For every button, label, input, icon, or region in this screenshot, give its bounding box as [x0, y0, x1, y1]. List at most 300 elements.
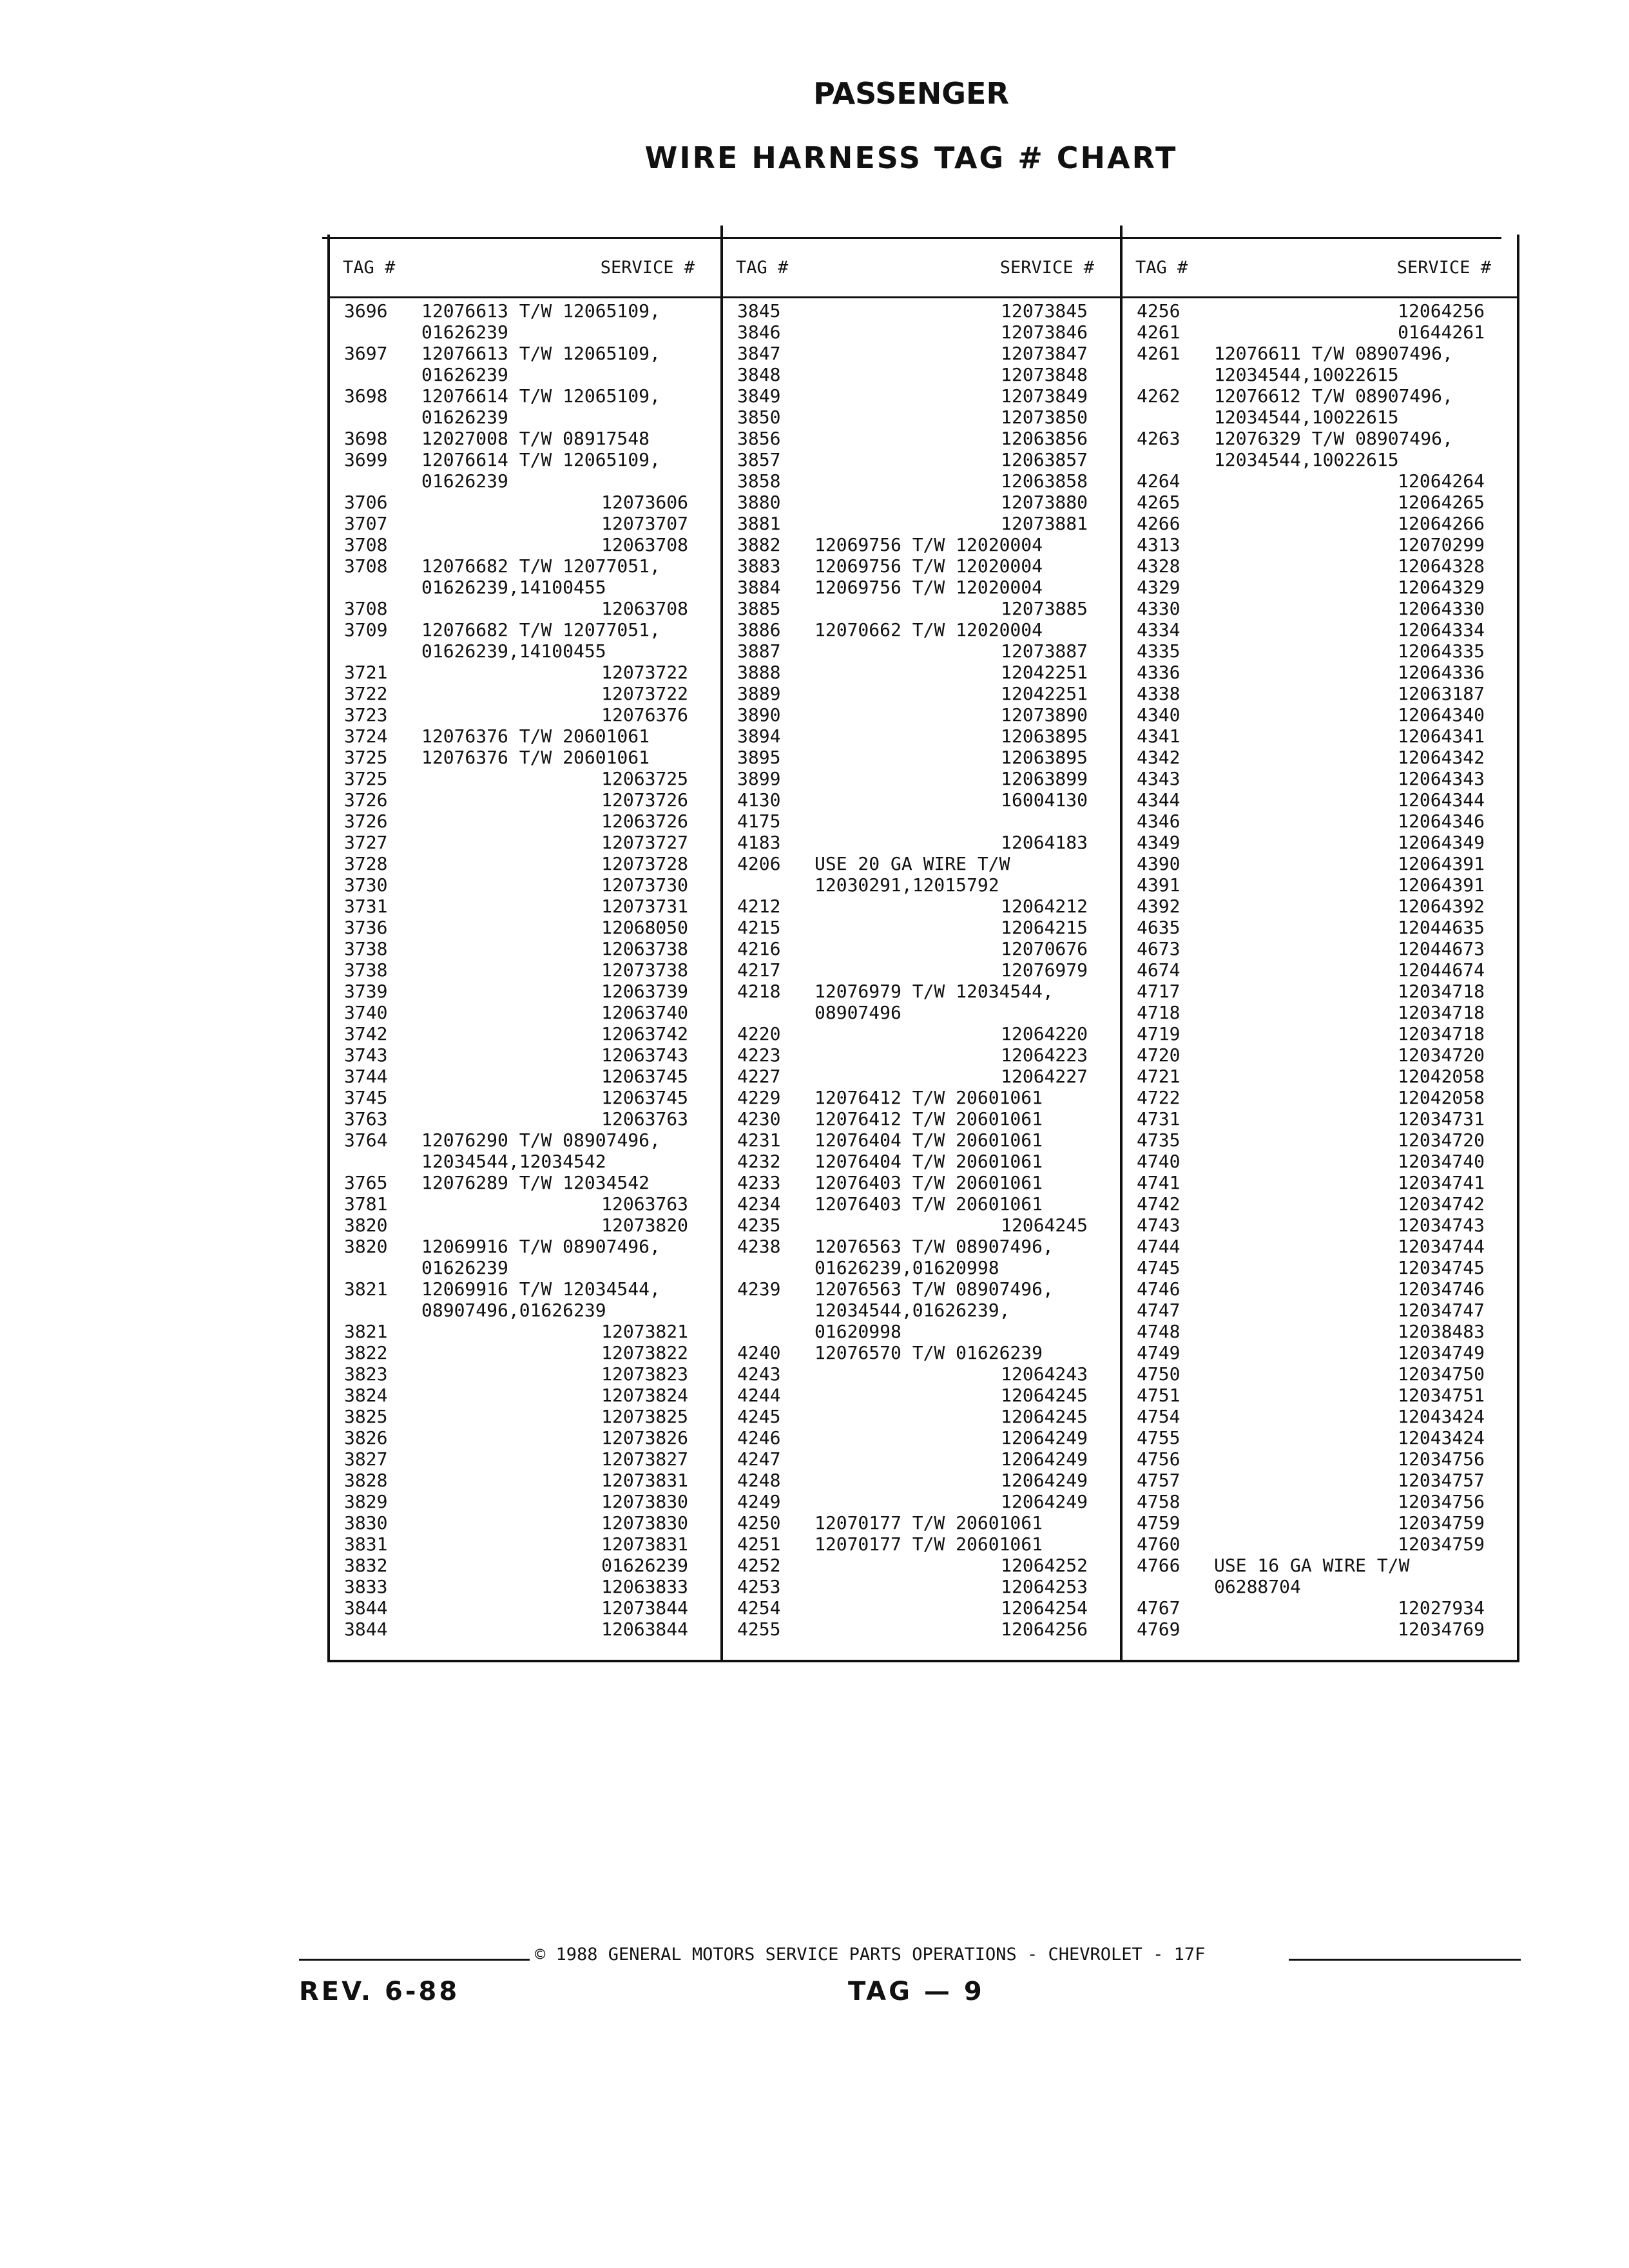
service-number: 12063763 — [601, 1108, 688, 1129]
service-number: 12044635 — [1398, 917, 1485, 938]
table-row — [330, 640, 720, 662]
tag-number: 3781 — [344, 1193, 388, 1215]
service-number: 12064392 — [1398, 896, 1485, 917]
table-row — [723, 789, 1120, 811]
table-row — [330, 832, 720, 853]
service-description: 12069756 T/W 12020004 — [815, 577, 1043, 598]
service-number: 12073890 — [1001, 704, 1088, 726]
service-number: 12034720 — [1398, 1129, 1485, 1151]
tag-number: 4674 — [1137, 959, 1181, 981]
service-number: 12073830 — [601, 1512, 688, 1533]
table-row — [1123, 343, 1517, 364]
service-number: 12042251 — [1001, 683, 1088, 704]
service-number: 12073722 — [601, 662, 688, 683]
tag-number: 3738 — [344, 938, 388, 959]
tag-number: 4741 — [1137, 1172, 1181, 1193]
table-row — [330, 407, 720, 428]
table-row — [723, 1576, 1120, 1597]
tag-number: 3886 — [737, 619, 781, 640]
tag-number: 4756 — [1137, 1448, 1181, 1470]
table-row — [723, 1257, 1120, 1278]
service-number: 12070299 — [1398, 534, 1485, 555]
service-number: 12073738 — [601, 959, 688, 981]
service-number: 12073846 — [1001, 322, 1088, 343]
service-description: 12076403 T/W 20601061 — [815, 1172, 1043, 1193]
tag-number: 4749 — [1137, 1342, 1181, 1363]
table-row — [330, 1619, 720, 1640]
revision-label: REV. 6-88 — [299, 1977, 460, 2006]
table-row — [723, 1555, 1120, 1576]
table-row — [1123, 1236, 1517, 1257]
tag-number: 3858 — [737, 470, 781, 492]
table-row — [330, 1321, 720, 1342]
table-column-3 — [1123, 235, 1517, 1660]
service-description: USE 20 GA WIRE T/W — [815, 853, 1010, 874]
tag-number: 4252 — [737, 1555, 781, 1576]
table-row — [330, 726, 720, 747]
service-number: 12064340 — [1398, 704, 1485, 726]
tag-number: 3763 — [344, 1108, 388, 1129]
tag-number: 3696 — [344, 300, 388, 322]
service-description: 12076614 T/W 12065109, — [421, 385, 660, 407]
tag-number: 3848 — [737, 364, 781, 385]
tag-number: 3825 — [344, 1406, 388, 1427]
service-header: SERVICE # — [1396, 258, 1491, 278]
table-row — [723, 1300, 1120, 1321]
tag-number: 4218 — [737, 981, 781, 1002]
tag-number: 4240 — [737, 1342, 781, 1363]
tag-number: 4231 — [737, 1129, 781, 1151]
table-row — [723, 470, 1120, 492]
service-description: 12076403 T/W 20601061 — [815, 1193, 1043, 1215]
table-row — [1123, 1129, 1517, 1151]
table-row — [1123, 1448, 1517, 1470]
table-row — [723, 1215, 1120, 1236]
table-row — [330, 1300, 720, 1321]
service-number: 12063856 — [1001, 428, 1088, 449]
service-number: 12063857 — [1001, 449, 1088, 470]
table-row — [1123, 1278, 1517, 1300]
service-number: 12063726 — [601, 811, 688, 832]
table-row — [1123, 1406, 1517, 1427]
service-number: 01626239 — [601, 1555, 688, 1576]
tag-number: 4744 — [1137, 1236, 1181, 1257]
service-number: 12073845 — [1001, 300, 1088, 322]
service-number: 12076376 — [601, 704, 688, 726]
rows — [1123, 300, 1517, 1640]
service-number: 12073831 — [601, 1470, 688, 1491]
service-description: 12076404 T/W 20601061 — [815, 1129, 1043, 1151]
table-row — [1123, 1002, 1517, 1023]
tag-number: 4264 — [1137, 470, 1181, 492]
service-number: 12073885 — [1001, 598, 1088, 619]
tag-number: 3725 — [344, 768, 388, 789]
tag-number: 4740 — [1137, 1151, 1181, 1172]
tag-number: 4243 — [737, 1363, 781, 1385]
table-row — [723, 555, 1120, 577]
tag-number: 4235 — [737, 1215, 781, 1236]
table-row — [1123, 555, 1517, 577]
service-number: 12063708 — [601, 534, 688, 555]
service-number: 12064227 — [1001, 1066, 1088, 1087]
table-row — [330, 1002, 720, 1023]
service-number: 12034731 — [1398, 1108, 1485, 1129]
table-row — [723, 1491, 1120, 1512]
service-number: 12068050 — [601, 917, 688, 938]
tag-number: 3708 — [344, 534, 388, 555]
service-number: 12064245 — [1001, 1215, 1088, 1236]
table-row — [723, 1066, 1120, 1087]
tag-number: 3832 — [344, 1555, 388, 1576]
service-description: 12076682 T/W 12077051, — [421, 619, 660, 640]
tag-number: 4250 — [737, 1512, 781, 1533]
table-row — [330, 1533, 720, 1555]
tag-number: 4755 — [1137, 1427, 1181, 1448]
footer-rule-right — [1289, 1959, 1521, 1961]
table-row — [723, 1406, 1120, 1427]
tag-header: TAG # — [736, 258, 789, 278]
service-description: 12069756 T/W 12020004 — [815, 555, 1043, 577]
tag-number: 4263 — [1137, 428, 1181, 449]
tag-number: 3745 — [344, 1087, 388, 1108]
column-header — [723, 258, 1120, 290]
tag-number: 3883 — [737, 555, 781, 577]
tag-number: 3820 — [344, 1215, 388, 1236]
service-description: 12076612 T/W 08907496, — [1214, 385, 1453, 407]
service-number: 12034769 — [1398, 1619, 1485, 1640]
table-row — [723, 1044, 1120, 1066]
tag-number: 3744 — [344, 1066, 388, 1087]
tag-number: 4721 — [1137, 1066, 1181, 1087]
table-row — [1123, 938, 1517, 959]
service-number: 12064329 — [1398, 577, 1485, 598]
page-title: PASSENGER — [813, 76, 1009, 111]
tag-number: 3730 — [344, 874, 388, 896]
tag-number: 4722 — [1137, 1087, 1181, 1108]
service-number: 12073824 — [601, 1385, 688, 1406]
service-number: 12034749 — [1398, 1342, 1485, 1363]
tag-number: 4239 — [737, 1278, 781, 1300]
table-row — [1123, 1533, 1517, 1555]
service-number: 12034743 — [1398, 1215, 1485, 1236]
table-row — [330, 959, 720, 981]
tag-number: 4130 — [737, 789, 781, 811]
service-description: 12070177 T/W 20601061 — [815, 1512, 1043, 1533]
service-number: 12073728 — [601, 853, 688, 874]
tag-number: 3828 — [344, 1470, 388, 1491]
service-description: 12076290 T/W 08907496, — [421, 1129, 660, 1151]
service-description: 01626239 — [421, 364, 508, 385]
service-description: 12076404 T/W 20601061 — [815, 1151, 1043, 1172]
table-row — [1123, 704, 1517, 726]
table-row — [723, 534, 1120, 555]
tag-number: 3726 — [344, 811, 388, 832]
service-number: 12034718 — [1398, 1023, 1485, 1044]
service-description: 12076289 T/W 12034542 — [421, 1172, 650, 1193]
table-row — [723, 1172, 1120, 1193]
table-row — [1123, 832, 1517, 853]
tag-number: 3706 — [344, 492, 388, 513]
service-number: 12064183 — [1001, 832, 1088, 853]
table-row — [1123, 513, 1517, 534]
service-number: 12064336 — [1398, 662, 1485, 683]
tag-number: 4751 — [1137, 1385, 1181, 1406]
tag-number: 3739 — [344, 981, 388, 1002]
service-number: 12034741 — [1398, 1172, 1485, 1193]
tag-number: 3724 — [344, 726, 388, 747]
service-number: 12064215 — [1001, 917, 1088, 938]
tag-number: 4261 — [1137, 322, 1181, 343]
table-row — [1123, 428, 1517, 449]
table-row — [1123, 981, 1517, 1002]
tag-number: 3726 — [344, 789, 388, 811]
service-number: 12073830 — [601, 1491, 688, 1512]
tag-number: 4232 — [737, 1151, 781, 1172]
tag-number: 4720 — [1137, 1044, 1181, 1066]
service-description: 12076613 T/W 12065109, — [421, 300, 660, 322]
tag-number: 3845 — [737, 300, 781, 322]
tag-number: 4212 — [737, 896, 781, 917]
tag-number: 3721 — [344, 662, 388, 683]
service-description: 12070662 T/W 12020004 — [815, 619, 1043, 640]
service-number: 12063895 — [1001, 726, 1088, 747]
table-row — [723, 364, 1120, 385]
table-row — [723, 1512, 1120, 1533]
service-number: 12034757 — [1398, 1470, 1485, 1491]
tag-number: 3731 — [344, 896, 388, 917]
tag-number: 4673 — [1137, 938, 1181, 959]
table-column-1 — [330, 235, 720, 1660]
service-number: 12073848 — [1001, 364, 1088, 385]
table-row — [723, 1427, 1120, 1448]
tag-number: 3850 — [737, 407, 781, 428]
tag-number: 4233 — [737, 1172, 781, 1193]
rows — [330, 300, 720, 1640]
service-description: 12076412 T/W 20601061 — [815, 1087, 1043, 1108]
table-row — [723, 1533, 1120, 1555]
table-row — [1123, 1470, 1517, 1491]
table-row — [330, 1363, 720, 1385]
table-row — [330, 322, 720, 343]
table-row — [723, 768, 1120, 789]
table-row — [1123, 1193, 1517, 1215]
service-number: 12063745 — [601, 1087, 688, 1108]
service-description: 12076563 T/W 08907496, — [815, 1278, 1054, 1300]
table-row — [1123, 1427, 1517, 1448]
service-number: 12042251 — [1001, 662, 1088, 683]
page-number: TAG — 9 — [848, 1977, 985, 2006]
service-header: SERVICE # — [600, 258, 695, 278]
service-number: 12064330 — [1398, 598, 1485, 619]
table-row — [1123, 1066, 1517, 1087]
tag-number: 3738 — [344, 959, 388, 981]
service-description: 01626239 — [421, 1257, 508, 1278]
tag-number: 4747 — [1137, 1300, 1181, 1321]
table-row — [330, 534, 720, 555]
service-number: 12064391 — [1398, 874, 1485, 896]
tag-number: 3826 — [344, 1427, 388, 1448]
table-row — [330, 1257, 720, 1278]
table-row — [723, 938, 1120, 959]
tag-number: 4746 — [1137, 1278, 1181, 1300]
tag-number: 4206 — [737, 853, 781, 874]
service-description: 12076412 T/W 20601061 — [815, 1108, 1043, 1129]
service-number: 12063742 — [601, 1023, 688, 1044]
service-number: 12044674 — [1398, 959, 1485, 981]
tag-number: 3880 — [737, 492, 781, 513]
service-number: 12064249 — [1001, 1491, 1088, 1512]
tag-number: 3831 — [344, 1533, 388, 1555]
table-row — [330, 1470, 720, 1491]
service-number: 12063833 — [601, 1576, 688, 1597]
service-number: 12063187 — [1398, 683, 1485, 704]
table-row — [1123, 1108, 1517, 1129]
service-number: 12064252 — [1001, 1555, 1088, 1576]
table-row — [723, 832, 1120, 853]
service-number: 12034759 — [1398, 1512, 1485, 1533]
service-description: 12030291,12015792 — [815, 874, 999, 896]
tag-number: 4759 — [1137, 1512, 1181, 1533]
table-row — [330, 1555, 720, 1576]
tag-number: 4254 — [737, 1597, 781, 1619]
service-description: 12076682 T/W 12077051, — [421, 555, 660, 577]
service-number: 12064341 — [1398, 726, 1485, 747]
tag-number: 4745 — [1137, 1257, 1181, 1278]
service-number: 12073831 — [601, 1533, 688, 1555]
table-row — [1123, 747, 1517, 768]
table-row — [1123, 577, 1517, 598]
tag-number: 3698 — [344, 385, 388, 407]
service-number: 12064245 — [1001, 1406, 1088, 1427]
tag-number: 3895 — [737, 747, 781, 768]
tag-number: 4750 — [1137, 1363, 1181, 1385]
table-row — [723, 811, 1120, 832]
service-number: 12034740 — [1398, 1151, 1485, 1172]
table-row — [1123, 449, 1517, 470]
table-row — [1123, 1342, 1517, 1363]
table-row — [723, 896, 1120, 917]
tag-number: 4391 — [1137, 874, 1181, 896]
table-row — [1123, 1023, 1517, 1044]
service-description: 01626239 — [421, 470, 508, 492]
tag-number: 3849 — [737, 385, 781, 407]
tag-number: 3697 — [344, 343, 388, 364]
table-row — [330, 1087, 720, 1108]
tag-number: 4338 — [1137, 683, 1181, 704]
tag-number: 3889 — [737, 683, 781, 704]
table-row — [330, 1108, 720, 1129]
tag-number: 3708 — [344, 555, 388, 577]
service-number: 12034746 — [1398, 1278, 1485, 1300]
service-number: 12063895 — [1001, 747, 1088, 768]
table-row — [1123, 1151, 1517, 1172]
tag-number: 3698 — [344, 428, 388, 449]
service-description: 12027008 T/W 08917548 — [421, 428, 650, 449]
tag-number: 4635 — [1137, 917, 1181, 938]
service-number: 12073826 — [601, 1427, 688, 1448]
tag-number: 4719 — [1137, 1023, 1181, 1044]
service-number: 12063745 — [601, 1066, 688, 1087]
tag-number: 4754 — [1137, 1406, 1181, 1427]
service-number: 12064256 — [1001, 1619, 1088, 1640]
service-number: 12034751 — [1398, 1385, 1485, 1406]
table-row — [330, 1512, 720, 1533]
service-number: 12034759 — [1398, 1533, 1485, 1555]
tag-number: 4346 — [1137, 811, 1181, 832]
table-row — [723, 428, 1120, 449]
service-description: 12034544,10022615 — [1214, 449, 1399, 470]
service-number: 12064343 — [1398, 768, 1485, 789]
service-number: 12038483 — [1398, 1321, 1485, 1342]
service-number: 12064264 — [1398, 470, 1485, 492]
table-row — [330, 917, 720, 938]
service-description: 08907496 — [815, 1002, 901, 1023]
tag-number: 4313 — [1137, 534, 1181, 555]
tag-number: 4248 — [737, 1470, 781, 1491]
service-number: 12073825 — [601, 1406, 688, 1427]
service-number: 12073844 — [601, 1597, 688, 1619]
tag-number: 3884 — [737, 577, 781, 598]
table-row — [330, 747, 720, 768]
tag-number: 4718 — [1137, 1002, 1181, 1023]
service-description: 12034544,01626239, — [815, 1300, 1010, 1321]
tag-number: 3894 — [737, 726, 781, 747]
service-number: 12073707 — [601, 513, 688, 534]
service-number: 12073731 — [601, 896, 688, 917]
table-row — [723, 704, 1120, 726]
service-description: 12069916 T/W 08907496, — [421, 1236, 660, 1257]
table-row — [1123, 917, 1517, 938]
column-header — [1123, 258, 1517, 290]
service-number: 12064256 — [1398, 300, 1485, 322]
table-row — [723, 1087, 1120, 1108]
service-number: 12073722 — [601, 683, 688, 704]
table-row — [723, 300, 1120, 322]
tag-number: 4742 — [1137, 1193, 1181, 1215]
service-number: 12063844 — [601, 1619, 688, 1640]
tag-number: 4349 — [1137, 832, 1181, 853]
tag-number: 4760 — [1137, 1533, 1181, 1555]
tag-number: 4758 — [1137, 1491, 1181, 1512]
service-description: 12070177 T/W 20601061 — [815, 1533, 1043, 1555]
service-number: 12027934 — [1398, 1597, 1485, 1619]
tag-number: 4769 — [1137, 1619, 1181, 1640]
tag-header: TAG # — [1135, 258, 1188, 278]
tag-number: 3823 — [344, 1363, 388, 1385]
column-header — [330, 258, 720, 290]
tag-number: 3844 — [344, 1619, 388, 1640]
table-row — [330, 1193, 720, 1215]
table-row — [330, 789, 720, 811]
tag-number: 3709 — [344, 619, 388, 640]
tag-number: 4234 — [737, 1193, 781, 1215]
table-row — [723, 492, 1120, 513]
service-description: 12034544,10022615 — [1214, 364, 1399, 385]
tag-number: 3727 — [344, 832, 388, 853]
service-description: 12076570 T/W 01626239 — [815, 1342, 1043, 1363]
table-row — [330, 1044, 720, 1066]
tag-number: 4223 — [737, 1044, 781, 1066]
service-number: 12063708 — [601, 598, 688, 619]
tag-number: 3764 — [344, 1129, 388, 1151]
table-row — [723, 1129, 1120, 1151]
rows — [723, 300, 1120, 1640]
table-row — [723, 1193, 1120, 1215]
tag-number: 3833 — [344, 1576, 388, 1597]
table-row — [1123, 874, 1517, 896]
service-number: 12063858 — [1001, 470, 1088, 492]
service-number: 12073850 — [1001, 407, 1088, 428]
